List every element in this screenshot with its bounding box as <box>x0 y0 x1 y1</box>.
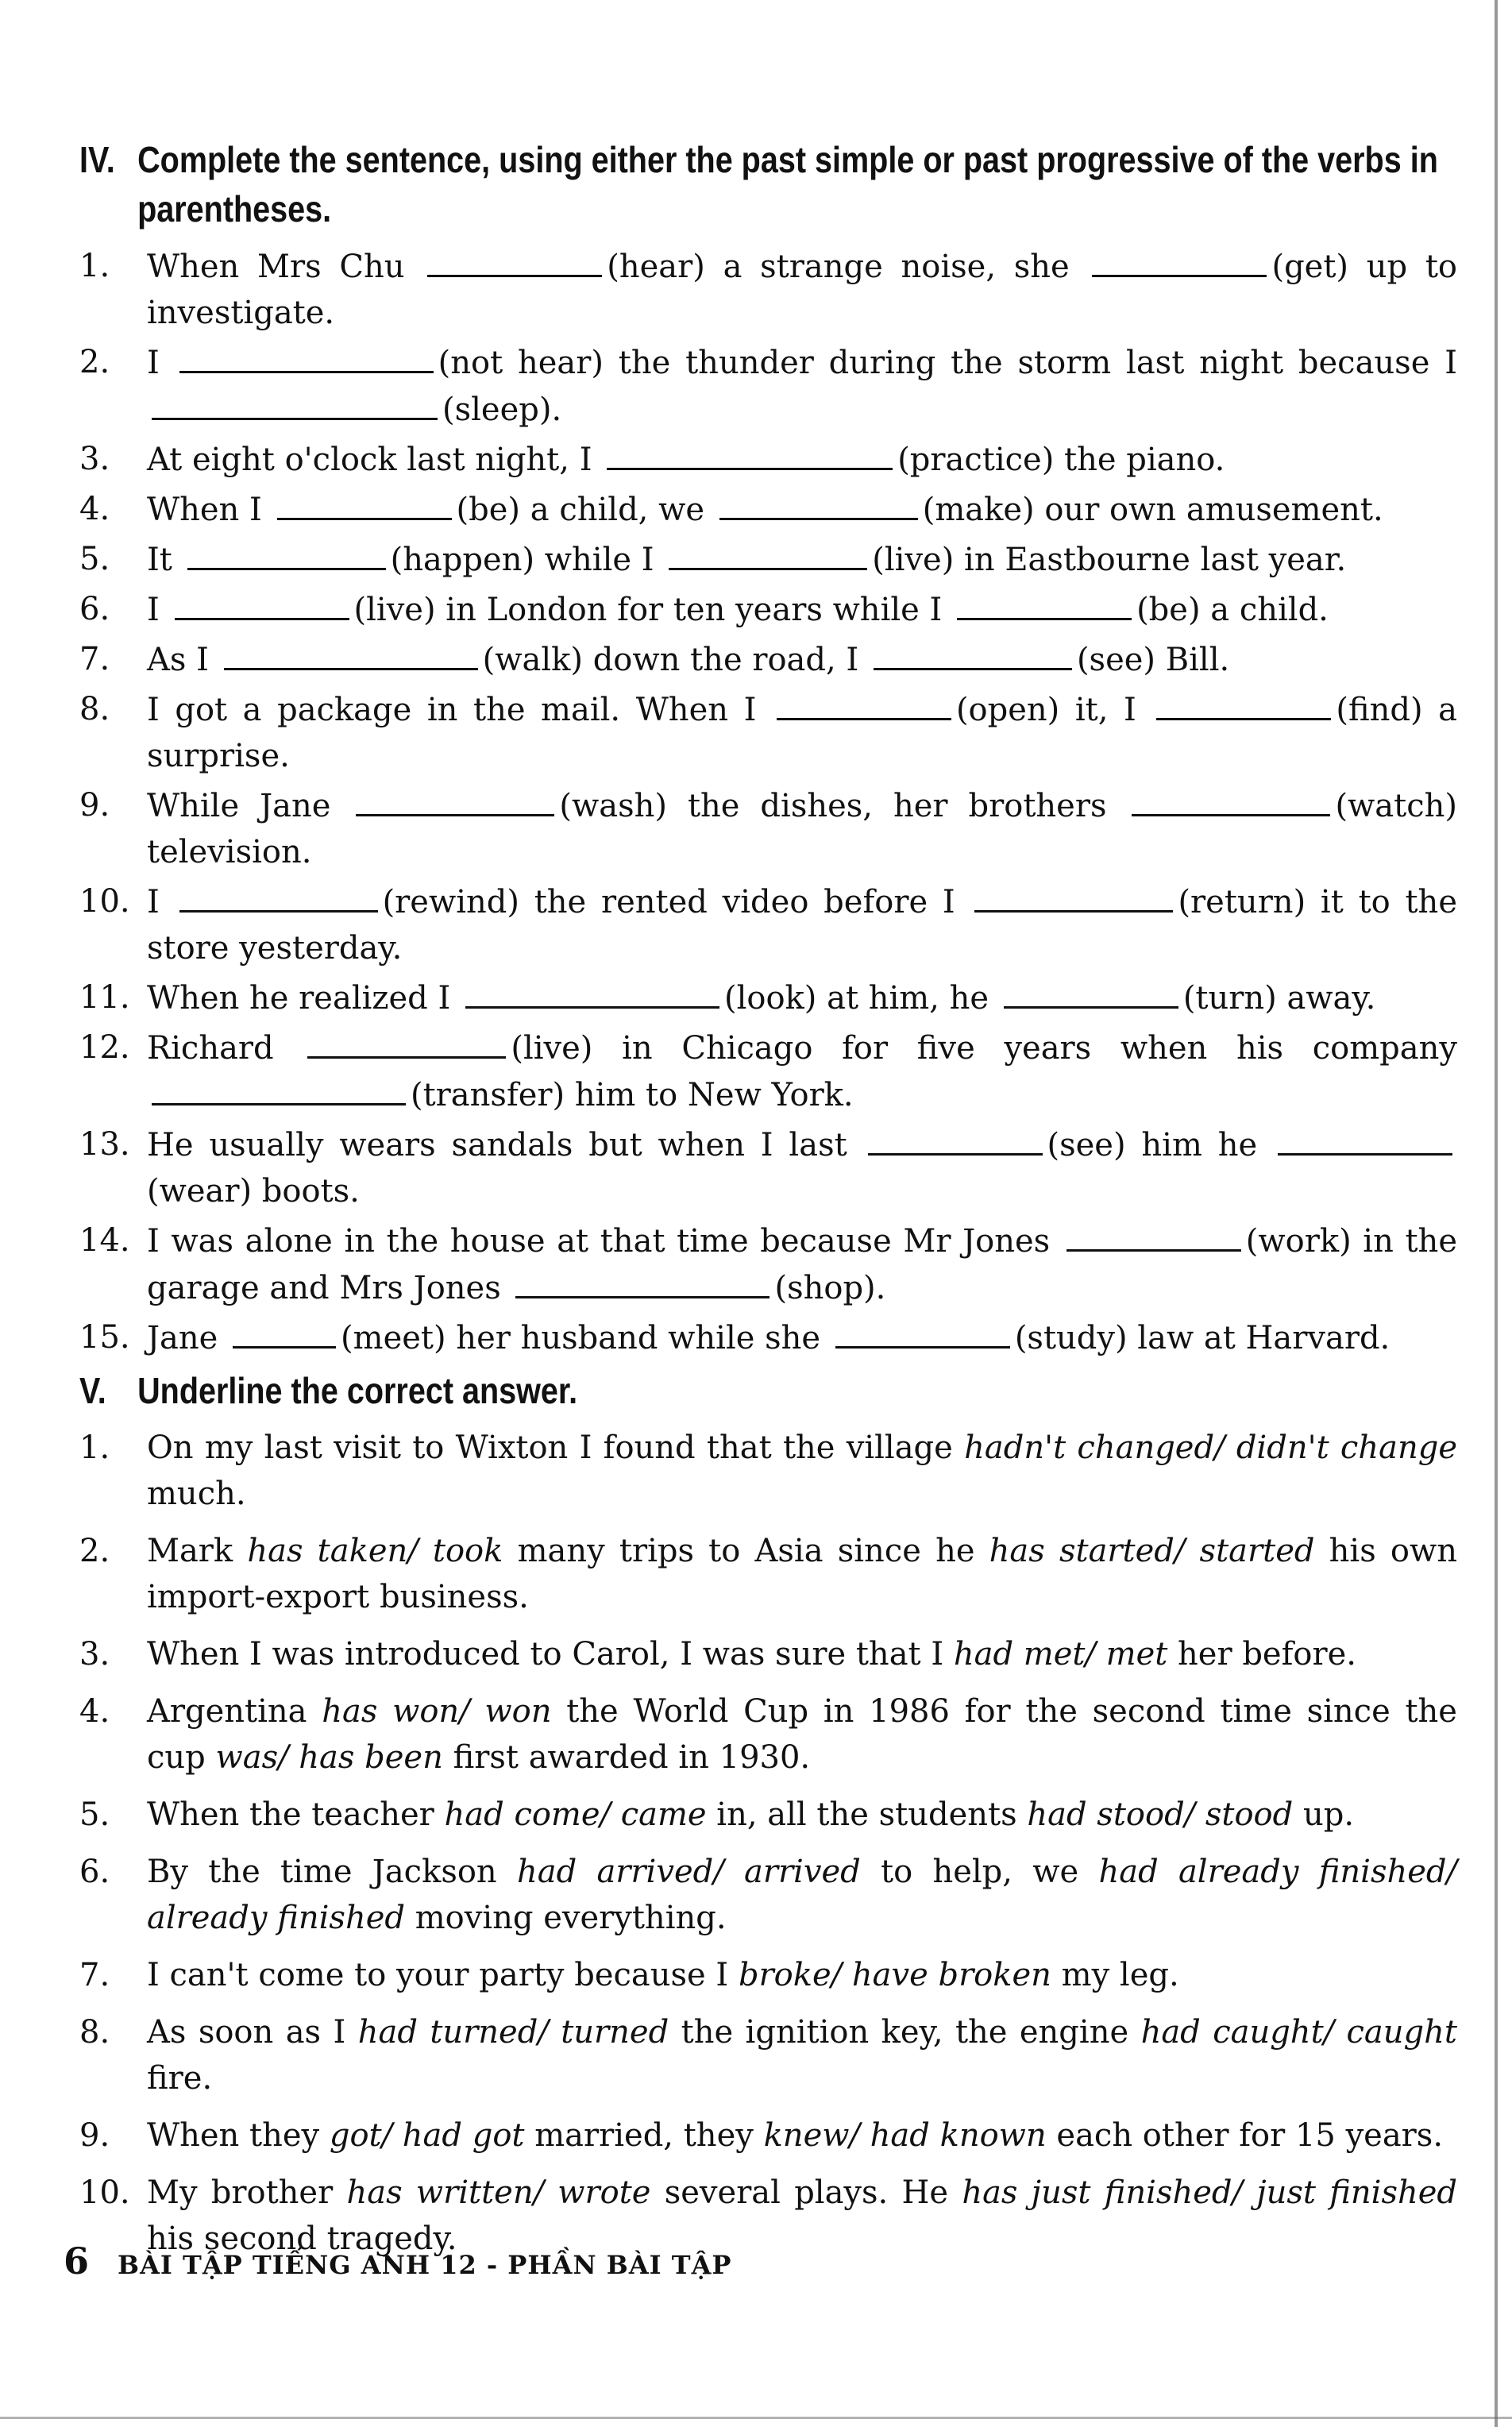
item-number: 9. <box>79 787 110 824</box>
answer-blank[interactable] <box>427 243 602 277</box>
answer-blank[interactable] <box>179 339 434 373</box>
item-number: 5. <box>79 1796 110 1833</box>
item-text: On my last visit to Wixton I found that the village hadn't changed/ didn't change much. <box>147 1430 1457 1512</box>
answer-blank[interactable] <box>224 636 478 670</box>
item-number: 1. <box>79 1430 110 1466</box>
book-title: BÀI TẬP TIẾNG ANH 12 - PHẦN BÀI TẬP <box>118 2250 732 2280</box>
exercise-4-title: Complete the sentence, using either the past simple or past progressive of the verbs in parentheses. <box>137 139 1438 230</box>
exercise-5-item <box>79 1631 1457 1677</box>
answer-choices[interactable]: had come/ came <box>444 1796 707 1833</box>
answer-blank[interactable] <box>777 686 951 720</box>
answer-blank[interactable] <box>1278 1121 1452 1156</box>
answer-blank[interactable] <box>874 636 1072 670</box>
answer-blank[interactable] <box>179 878 378 913</box>
answer-blank[interactable] <box>233 1314 336 1349</box>
item-number: 7. <box>79 641 110 677</box>
item-text: Richard (live) in Chicago for five years when his company (transfer) him to New York. <box>147 1024 1457 1118</box>
item-text: He usually wears sandals but when I last (see) him he (wear) boots. <box>147 1121 1457 1214</box>
item-text: Jane (meet) her husband while she (study) law at Harvard. <box>147 1314 1457 1361</box>
exercise-4-item <box>79 486 1457 533</box>
answer-blank[interactable] <box>152 1071 406 1105</box>
item-text: My brother has written/ wrote several plays. He has just finished/ just finished his second tragedy. <box>147 2174 1458 2257</box>
answer-blank[interactable] <box>1156 686 1331 720</box>
exercise-5-item <box>79 1688 1457 1781</box>
exercise-4-item <box>79 636 1457 683</box>
exercise-4-item <box>79 1024 1457 1118</box>
item-text: It (happen) while I (live) in Eastbourne last year. <box>147 536 1457 583</box>
answer-choices[interactable]: has started/ started <box>989 1533 1315 1569</box>
exercise-4-item <box>79 974 1457 1021</box>
exercise-4-item <box>79 1217 1457 1311</box>
exercise-4-item <box>79 339 1457 433</box>
item-number: 8. <box>79 691 110 727</box>
item-text: Argentina has won/ won the World Cup in 1986 for the second time since the cup was/ has been first awarded in 1930. <box>147 1693 1457 1776</box>
item-text: When the teacher had come/ came in, all the students had stood/ stood up. <box>147 1796 1355 1833</box>
answer-blank[interactable] <box>1066 1217 1241 1252</box>
answer-blank[interactable] <box>669 536 867 570</box>
exercise-4-item <box>79 586 1457 633</box>
exercise-5-item <box>79 1528 1457 1620</box>
item-number: 2. <box>79 344 110 380</box>
answer-blank[interactable] <box>1132 782 1330 816</box>
item-text: I was alone in the house at that time because Mr Jones (work) in the garage and Mrs Jones (shop). <box>147 1217 1457 1311</box>
exercise-4-item <box>79 243 1457 336</box>
exercise-5-list <box>79 1425 1457 2262</box>
answer-blank[interactable] <box>974 878 1173 913</box>
exercise-4-item <box>79 878 1457 971</box>
answer-blank[interactable] <box>152 386 438 420</box>
item-number: 15. <box>79 1319 130 1356</box>
exercise-4-item <box>79 686 1457 779</box>
item-text: I (not hear) the thunder during the storm last night because I (sleep). <box>147 339 1457 433</box>
item-number: 3. <box>79 441 110 477</box>
exercise-4-item <box>79 536 1457 583</box>
answer-choices[interactable]: had caught/ caught <box>1140 2014 1457 2051</box>
exercise-5-item <box>79 1792 1457 1838</box>
answer-blank[interactable] <box>465 974 719 1009</box>
item-text: When he realized I (look) at him, he (turn) away. <box>147 974 1457 1021</box>
answer-choices[interactable]: has won/ won <box>322 1693 552 1730</box>
item-number: 2. <box>79 1533 110 1569</box>
item-text: I (live) in London for ten years while I (be) a child. <box>147 586 1457 633</box>
item-text: While Jane (wash) the dishes, her brothers (watch) television. <box>147 782 1457 875</box>
item-text: By the time Jackson had arrived/ arrived to help, we had already finished/ already finished moving everything. <box>147 1854 1457 1936</box>
item-number: 8. <box>79 2014 110 2051</box>
item-text: As I (walk) down the road, I (see) Bill. <box>147 636 1457 683</box>
exercise-5-item <box>79 1425 1457 1517</box>
answer-blank[interactable] <box>187 536 386 570</box>
answer-choices[interactable]: has taken/ took <box>247 1533 503 1569</box>
scan-edge-bottom <box>0 2417 1512 2419</box>
answer-blank[interactable] <box>607 436 893 470</box>
answer-choices[interactable]: had turned/ turned <box>357 2014 669 2051</box>
answer-choices[interactable]: broke/ have broken <box>738 1957 1051 1993</box>
item-number: 6. <box>79 591 110 627</box>
exercise-5-item <box>79 2009 1457 2101</box>
page-content <box>79 135 1457 2273</box>
exercise-5-heading <box>79 1366 1454 1415</box>
item-number: 3. <box>79 1636 110 1673</box>
answer-blank[interactable] <box>277 486 452 520</box>
answer-blank[interactable] <box>719 486 918 520</box>
item-number: 13. <box>79 1126 130 1163</box>
item-text: When I was introduced to Carol, I was sure that I had met/ met her before. <box>147 1636 1356 1673</box>
exercise-5-item <box>79 1849 1457 1941</box>
item-text: At eight o'clock last night, I (practice) the piano. <box>147 436 1457 483</box>
item-number: 4. <box>79 1693 110 1730</box>
item-number: 10. <box>79 883 130 920</box>
answer-blank[interactable] <box>515 1264 770 1298</box>
answer-choices[interactable]: has just finished/ just finished <box>962 2174 1458 2211</box>
item-number: 12. <box>79 1029 130 1066</box>
answer-choices[interactable]: hadn't changed/ didn't change <box>964 1430 1457 1466</box>
answer-blank[interactable] <box>868 1121 1043 1156</box>
answer-blank[interactable] <box>957 586 1132 620</box>
answer-choices[interactable]: had stood/ stood <box>1027 1796 1294 1833</box>
item-number: 7. <box>79 1957 110 1993</box>
item-number: 10. <box>79 2174 130 2211</box>
item-text: When they got/ had got married, they knew/ had known each other for 15 years. <box>147 2117 1444 2154</box>
answer-choices[interactable]: had met/ met <box>953 1636 1168 1673</box>
exercise-5-number: V. <box>79 1370 106 1411</box>
item-text: When I (be) a child, we (make) our own amusement. <box>147 486 1457 533</box>
item-number: 6. <box>79 1854 110 1890</box>
answer-blank[interactable] <box>835 1314 1010 1349</box>
exercise-5-title: Underline the correct answer. <box>137 1370 578 1411</box>
answer-choices[interactable]: was/ has been <box>215 1739 443 1776</box>
answer-blank[interactable] <box>1092 243 1267 277</box>
answer-blank[interactable] <box>175 586 349 620</box>
scan-edge <box>1495 0 1498 2427</box>
exercise-4-item <box>79 782 1457 875</box>
exercise-4-item <box>79 1314 1457 1361</box>
item-text: I got a package in the mail. When I (open) it, I (find) a surprise. <box>147 686 1457 779</box>
page-footer <box>64 2240 731 2282</box>
page-number: 6 <box>64 2240 90 2282</box>
exercise-4-list <box>79 243 1457 1361</box>
item-text: When Mrs Chu (hear) a strange noise, she (get) up to investigate. <box>147 243 1457 336</box>
item-text: As soon as I had turned/ turned the ignition key, the engine had caught/ caught fire. <box>147 2014 1457 2097</box>
item-number: 9. <box>79 2117 110 2154</box>
exercise-4-number: IV. <box>79 139 115 180</box>
exercise-4-item <box>79 1121 1457 1214</box>
item-text: I (rewind) the rented video before I (return) it to the store yesterday. <box>147 878 1457 971</box>
answer-choices[interactable]: had arrived/ arrived <box>516 1854 861 1890</box>
exercise-5-item <box>79 2113 1457 2159</box>
item-number: 5. <box>79 541 110 577</box>
item-text: Mark has taken/ took many trips to Asia since he has started/ started his own import-export business. <box>147 1533 1457 1615</box>
answer-choices[interactable]: knew/ had known <box>763 2117 1047 2154</box>
item-text: I can't come to your party because I broke/ have broken my leg. <box>147 1957 1179 1993</box>
item-number: 14. <box>79 1222 130 1259</box>
answer-choices[interactable]: has written/ wrote <box>346 2174 651 2211</box>
exercise-5-item <box>79 1952 1457 1998</box>
item-number: 4. <box>79 491 110 527</box>
answer-choices[interactable]: had already finished/ already finished <box>147 1854 1457 1936</box>
answer-choices[interactable]: got/ had got <box>329 2117 525 2154</box>
item-number: 11. <box>79 979 130 1016</box>
exercise-4-heading <box>79 135 1454 233</box>
answer-blank[interactable] <box>356 782 554 816</box>
item-number: 1. <box>79 248 110 284</box>
answer-blank[interactable] <box>307 1024 506 1059</box>
exercise-4-item <box>79 436 1457 483</box>
answer-blank[interactable] <box>1004 974 1178 1009</box>
